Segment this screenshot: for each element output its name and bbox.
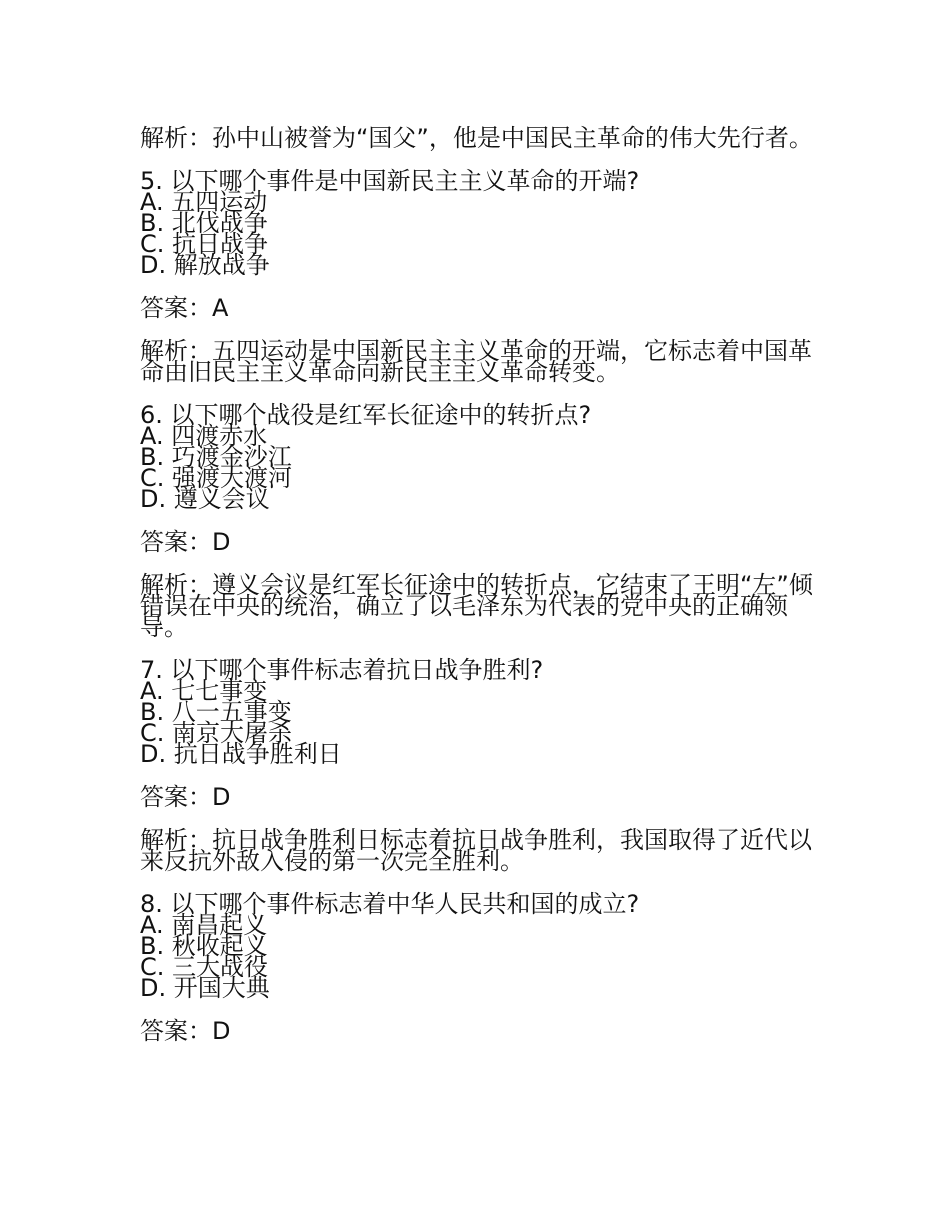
question-text: 5. 以下哪个事件是中国新民主主义革命的开端?	[140, 167, 640, 195]
option-d: D. 抗日战争胜利日	[140, 740, 342, 768]
option-c: C. 三大战役	[140, 953, 269, 981]
question-8	[140, 890, 815, 1002]
option-a: A. 七七事变	[140, 677, 268, 705]
spacer	[140, 276, 815, 298]
analysis-paragraph: 解析：孙中山被誉为“国父”，他是中国民主革命的伟大先行者。	[140, 124, 813, 152]
option-c: C. 南京大屠杀	[140, 719, 293, 747]
question-text: 7. 以下哪个事件标志着抗日战争胜利?	[140, 656, 544, 684]
option-b: B. 北伐战争	[140, 209, 268, 237]
answer-line: 答案：A	[140, 294, 229, 322]
option-a: A. 四渡赤水	[140, 422, 268, 450]
option-d: D. 遵义会议	[140, 485, 270, 513]
option-c: C. 强渡大渡河	[140, 464, 293, 492]
question-text: 6. 以下哪个战役是红军长征途中的转折点?	[140, 401, 592, 429]
option-c: C. 抗日战争	[140, 230, 269, 258]
question-6	[140, 401, 815, 513]
option-b: B. 巧渡金沙江	[140, 443, 292, 471]
option-b: B. 八一五事变	[140, 698, 292, 726]
answer-line: 答案：D	[140, 783, 231, 811]
answer-line: 答案：D	[140, 1017, 231, 1045]
analysis-paragraph: 解析：五四运动是中国新民主主义革命的开端，它标志着中国革命由旧民主主义革命向新民主主义革命转变。	[140, 337, 812, 386]
option-a: A. 五四运动	[140, 188, 268, 216]
question-5	[140, 167, 815, 279]
option-d: D. 开国大典	[140, 974, 270, 1002]
option-a: A. 南昌起义	[140, 911, 268, 939]
spacer	[140, 999, 815, 1021]
document-page	[140, 124, 815, 1045]
question-7	[140, 656, 815, 768]
analysis-paragraph: 解析：抗日战争胜利日标志着抗日战争胜利，我国取得了近代以来反抗外敌入侵的第一次完全胜利。	[140, 826, 812, 875]
spacer	[140, 765, 815, 787]
option-b: B. 秋收起义	[140, 932, 268, 960]
spacer	[140, 510, 815, 532]
question-text: 8. 以下哪个事件标志着中华人民共和国的成立?	[140, 890, 640, 918]
answer-line: 答案：D	[140, 528, 231, 556]
analysis-paragraph: 解析：遵义会议是红军长征途中的转折点，它结束了王明“左”倾错误在中央的统治，确立了以毛泽东为代表的党中央的正确领导。	[140, 571, 813, 641]
option-d: D. 解放战争	[140, 251, 270, 279]
